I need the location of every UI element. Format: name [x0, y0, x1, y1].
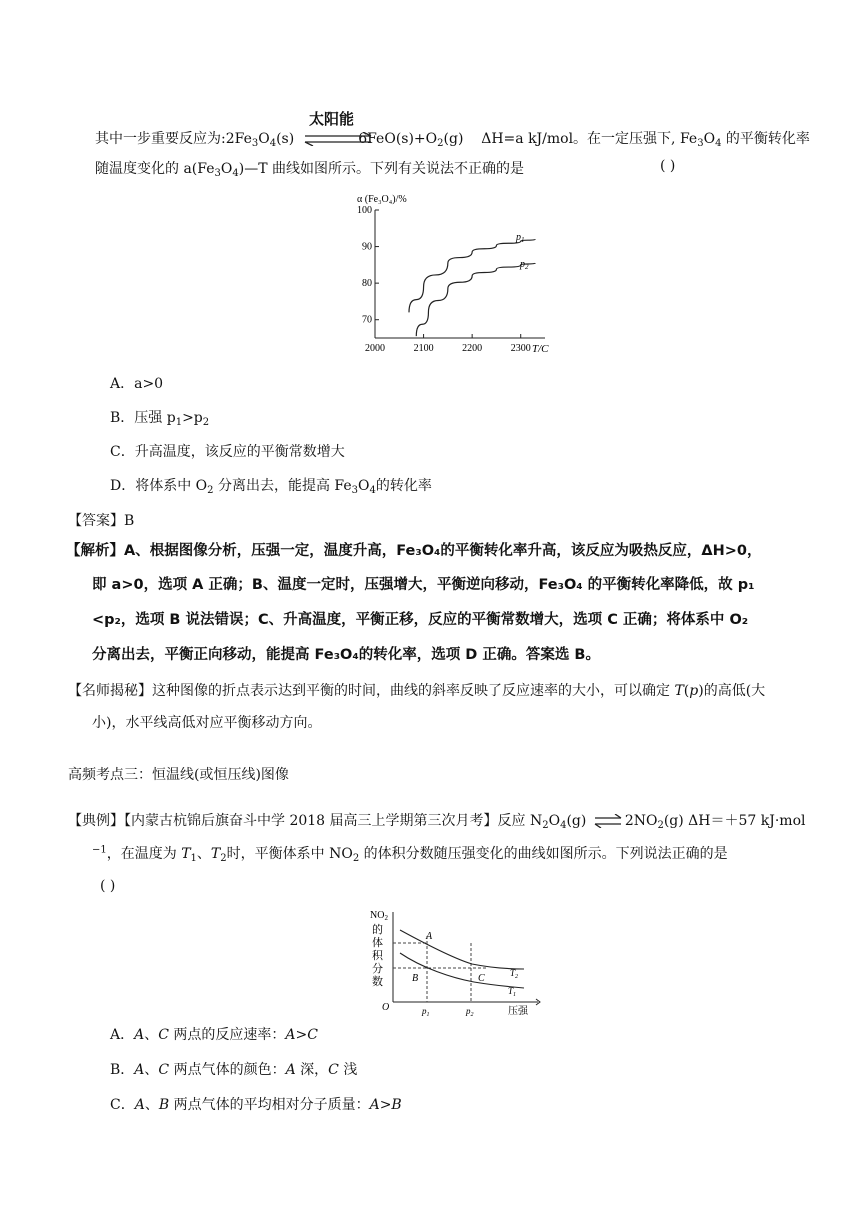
analysis-line-4: 分离出去，平衡正向移动，能提高 Fe₃O₄的转化率，选项 D 正确。答案选 B。: [92, 647, 600, 663]
tip-line-1: 【名师揭秘】这种图像的折点表示达到平衡的时间，曲线的斜率反映了反应速率的大小，可以确定 T(p)的高低(大: [68, 683, 766, 699]
chart2-ylabel-char-4: 分: [372, 963, 383, 975]
chart1-ytick-label-1: 80: [362, 278, 372, 290]
chart2-t2-label: $T_2$: [510, 968, 519, 980]
q2-option-c: C．A、B 两点气体的平均相对分子质量：A>B: [110, 1097, 402, 1113]
q2-line1: 【典例】【内蒙古杭锦后旗奋斗中学 2018 届高三上学期第三次月考】反应 $N_2O_4(g)$ $2NO_2(g)$ ΔH＝＋57 kJ·mol: [68, 813, 806, 831]
chart1-xtick-label-1: 2100: [413, 343, 434, 354]
equilibrium-arrow-icon-2: [593, 814, 623, 828]
chart2-origin: O: [382, 1002, 390, 1013]
chart2-xlabel: 压强: [508, 1006, 528, 1016]
curve-t1: [400, 953, 524, 988]
chart1-xtick-label-0: 2000: [365, 343, 385, 354]
analysis-line-2: 即 a>0，选项 A 正确；B、温度一定时，压强增大，平衡逆向移动，Fe₃O₄ 的平衡转化率降低，故 p₁: [92, 577, 755, 593]
section-title: 高频考点三：恒温线(或恒压线)图像: [68, 767, 289, 783]
chart1-series-p2: [416, 263, 535, 336]
chart2-ylabel-char-5: 数: [372, 976, 383, 988]
q1-option-a: A．a>0: [110, 376, 164, 392]
q1-answer: 【答案】B: [68, 513, 135, 529]
chart1-ylabel: α (Fe₃O₄)/%: [357, 194, 407, 205]
chart2-ylabel-char-3: 积: [372, 950, 383, 962]
chart1-xtick-label-2: 2200: [462, 343, 483, 354]
chart2-p1-label: $p_1$: [422, 1006, 430, 1016]
no2-fraction-pressure-chart: [362, 906, 552, 1016]
equilibrium-arrow-icon: [303, 132, 373, 146]
q1-paren: ( ): [660, 158, 676, 174]
solar-arrow-label: 太阳能: [309, 110, 355, 128]
chart1-ytick-label-3: 100: [357, 205, 372, 216]
point-b-label: B: [412, 973, 419, 984]
tip-line-2: 小)，水平线高低对应平衡移动方向。: [92, 715, 322, 731]
chart1-xtick-label-3: 2300: [510, 343, 531, 354]
conversion-temperature-chart: [345, 188, 565, 358]
chart1-p1-label: $p_1$: [516, 232, 525, 244]
chart2-ylabel-char-2: 体: [372, 937, 383, 949]
chart2-t1-label: $T_1$: [508, 986, 517, 998]
chart1-xlabel: T/C: [532, 343, 549, 355]
chart2-p2-label: $p_2$: [466, 1006, 474, 1016]
solar-arrow: [303, 108, 373, 148]
q1-option-d: D．将体系中 $O_2$ 分离出去，能提高 $Fe_3O_4$的转化率: [110, 478, 432, 496]
chart1-ytick-label-0: 70: [362, 314, 372, 326]
q2-line2: $^{-1}$，在温度为 $T_1$、$T_2$时，平衡体系中 $NO_2$ 的体积分数随压强变化的曲线如图所示。下列说法正确的是: [92, 844, 728, 864]
chart2-ylabel-top: $NO_2$: [370, 910, 388, 922]
analysis-line-3: <p₂，选项 B 说法错误；C、升高温度，平衡正移，反应的平衡常数增大，选项 C 正确；将体系中 O₂: [92, 612, 749, 628]
analysis-line-1: 【解析】A、根据图像分析，压强一定，温度升高，Fe₃O₄的平衡转化率升高，该反应为吸热反应，ΔH>0，: [66, 543, 762, 559]
chart2-ylabel-char-1: 的: [372, 924, 383, 936]
point-a-label: A: [426, 931, 433, 942]
q1-option-c: C．升高温度，该反应的平衡常数增大: [110, 444, 345, 460]
q2-option-b: B．A、C 两点气体的颜色：A 深，C 浅: [110, 1062, 358, 1078]
q1-line1: 其中一步重要反应为$:2Fe_3O_4(s)$ $6FeO(s)+O_2(g)$ ΔH=a kJ/mol。在一定压强下, $Fe_3O_4$ 的平衡转化率: [95, 131, 810, 149]
chart1-p2-label: $p_2$: [520, 259, 529, 271]
chart1-ytick-label-2: 90: [362, 241, 372, 253]
q1-line2: 随温度变化的 $a(Fe_3O_4)—T$ 曲线如图所示。下列有关说法不正确的是: [95, 161, 524, 179]
point-c-label: C: [478, 973, 485, 984]
q1-option-b: B．压强 $p_1>p_2$: [110, 410, 210, 428]
q2-paren: ( ): [100, 878, 116, 894]
q2-option-a: A．A、C 两点的反应速率：A>C: [110, 1027, 318, 1043]
